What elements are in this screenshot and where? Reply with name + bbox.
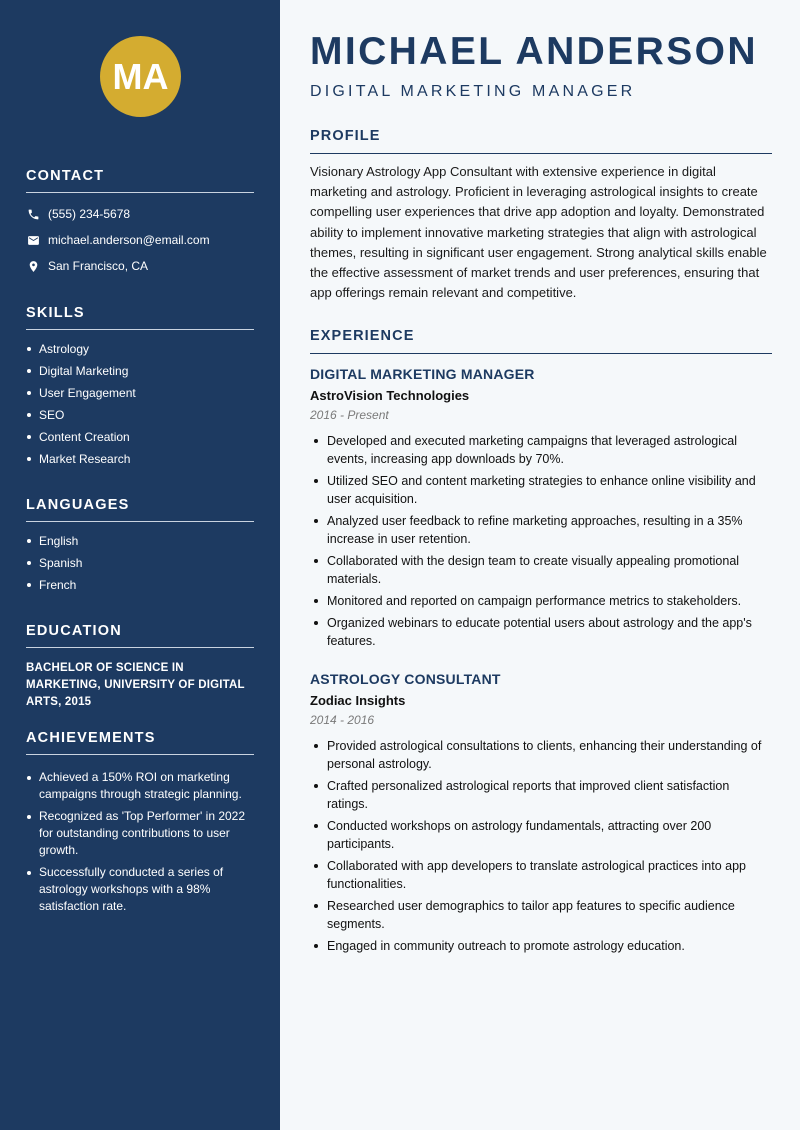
job-bullet: Organized webinars to educate potential users about astrology and the app's features. [310,614,772,650]
skill-item: Content Creation [26,426,254,448]
language-item: French [26,574,254,596]
phone-icon [26,207,40,221]
contact-email [26,227,254,253]
job-bullet: Researched user demographics to tailor app features to specific audience segments. [310,897,772,933]
job-bullets [310,432,772,650]
job-bullet: Developed and executed marketing campaigns that leveraged astrological events, increasing app downloads by 70%. [310,432,772,468]
achievements-section [26,730,254,920]
job-dates: 2016 - Present [310,408,389,422]
sidebar [0,0,280,1130]
achievements-list [26,769,254,915]
company-name: Zodiac Insights [310,693,406,708]
achievements-heading: ACHIEVEMENTS [26,730,254,755]
location-pin-icon [26,259,40,273]
skill-item: User Engagement [26,382,254,404]
contact-heading: CONTACT [26,168,254,193]
experience-heading: EXPERIENCE [310,328,772,354]
skill-item: Market Research [26,448,254,470]
education-degree: BACHELOR OF SCIENCE IN MARKETING, UNIVERSITY OF DIGITAL ARTS, 2015 [26,662,245,708]
languages-list [26,530,254,596]
job-bullet: Crafted personalized astrological reports that improved client satisfaction ratings. [310,777,772,813]
language-item: Spanish [26,552,254,574]
achievement-item: Successfully conducted a series of astrology workshops with a 98% satisfaction rate. [26,864,254,915]
candidate-name: MICHAEL ANDERSON [310,30,758,73]
job-dates: 2014 - 2016 [310,713,375,727]
achievement-item: Achieved a 150% ROI on marketing campaigns through strategic planning. [26,769,254,803]
achievement-item: Recognized as 'Top Performer' in 2022 for outstanding contributions to user growth. [26,808,254,859]
languages-heading: LANGUAGES [26,497,254,522]
job-bullet: Utilized SEO and content marketing strategies to enhance online visibility and user acquisition. [310,472,772,508]
location-text: San Francisco, CA [48,259,149,273]
experience-section [310,328,772,354]
profile-heading: PROFILE [310,128,772,154]
job-bullet: Monitored and reported on campaign performance metrics to stakeholders. [310,592,772,610]
phone-text: (555) 234-5678 [48,207,131,221]
company-name: AstroVision Technologies [310,388,470,403]
education-section [26,623,254,711]
skill-item: SEO [26,404,254,426]
contact-phone [26,201,254,227]
job-entry [310,366,772,654]
job-entry [310,671,772,959]
contact-location [26,253,254,279]
skills-section [26,305,254,470]
email-text: michael.anderson@email.com [48,233,210,247]
mail-icon [26,233,40,247]
education-heading: EDUCATION [26,623,254,648]
languages-section [26,497,254,596]
job-bullet: Conducted workshops on astrology fundamentals, attracting over 200 participants. [310,817,772,853]
job-bullet: Collaborated with app developers to translate astrological practices into app functionalities. [310,857,772,893]
job-bullet: Analyzed user feedback to refine marketing approaches, resulting in a 35% increase in user retention. [310,512,772,548]
skill-item: Astrology [26,338,254,360]
candidate-title: DIGITAL MARKETING MANAGER [310,83,636,100]
avatar: MA [100,36,181,117]
profile-section [310,128,772,303]
language-item: English [26,530,254,552]
profile-text: Visionary Astrology App Consultant with extensive experience in digital marketing and astrology. Proficient in leveraging astrological insights to create compelling user experiences that drive app adoption and loyalty. Demonstrated ability to implement innovative marketing strategies that align with astrological themes, resulting in significant user engagement. Strong analytical skills enable the effective assessment of market trends and user preferences, ensuring that app offerings remain relevant and competitive. [310,164,767,301]
job-bullet: Collaborated with the design team to create visually appealing promotional materials. [310,552,772,588]
skills-heading: SKILLS [26,305,254,330]
contact-section [26,168,254,279]
job-bullets [310,737,772,955]
job-bullet: Engaged in community outreach to promote astrology education. [310,937,772,955]
job-bullet: Provided astrological consultations to clients, enhancing their understanding of personal astrology. [310,737,772,773]
skill-item: Digital Marketing [26,360,254,382]
job-title: DIGITAL MARKETING MANAGER [310,366,535,382]
skills-list [26,338,254,470]
job-title: ASTROLOGY CONSULTANT [310,671,501,687]
